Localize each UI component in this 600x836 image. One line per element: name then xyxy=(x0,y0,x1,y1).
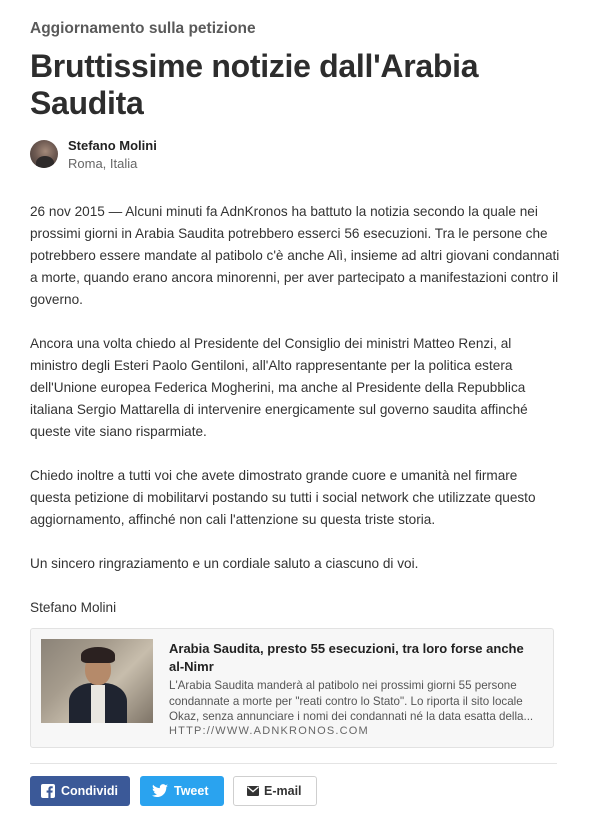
link-preview-description: L'Arabia Saudita manderà al patibolo nei prossimi giorni 55 persone condannate a morte per "reati contro lo Stato". Lo riporta il sito locale Okaz, senza annunciare i nomi dei condannati né la data esatta della... xyxy=(169,679,534,723)
link-preview-card[interactable] xyxy=(30,628,554,748)
facebook-icon xyxy=(41,784,55,798)
tweet-label: Tweet xyxy=(174,784,209,798)
body-signature: Stefano Molini xyxy=(30,600,117,615)
page-title: Bruttissime notizie dall'Arabia Saudita xyxy=(30,48,479,121)
email-share-button[interactable] xyxy=(233,776,317,806)
link-preview-title[interactable]: Arabia Saudita, presto 55 esecuzioni, tra loro forse anche al-Nimr xyxy=(169,641,524,674)
link-preview-url[interactable]: HTTP://WWW.ADNKRONOS.COM xyxy=(169,725,369,737)
body-paragraph: Chiedo inoltre a tutti voi che avete dimostrato grande cuore e umanità nel firmare questa petizione di mobilitarvi postando su tutti i social network che utilizzate questo aggiornamento, affinché non cali l'attenzione su questa triste storia. xyxy=(30,468,536,527)
facebook-share-button[interactable] xyxy=(30,776,130,806)
avatar[interactable] xyxy=(30,140,58,168)
body-paragraph: Un sincero ringraziamento e un cordiale saluto a ciascuno di voi. xyxy=(30,556,419,571)
body-paragraph: 26 nov 2015 — Alcuni minuti fa AdnKronos ha battuto la notizia secondo la quale nei prossimi giorni in Arabia Saudita potrebbero esserci 56 esecuzioni. Tra le persone che potrebbero essere mandate al patibolo c'è anche Alì, insieme ad altri giovani condannati a morte, quando erano ancora minorenni, per aver partecipato a manifestazioni contro il governo. xyxy=(30,204,560,307)
author-location: Roma, Italia xyxy=(68,156,138,171)
facebook-share-label: Condividi xyxy=(61,784,118,798)
author-name[interactable]: Stefano Molini xyxy=(68,138,157,153)
email-share-label: E-mail xyxy=(264,784,302,798)
author-block xyxy=(30,137,430,175)
tweet-button[interactable] xyxy=(140,776,224,806)
envelope-icon xyxy=(247,786,259,796)
update-body xyxy=(30,201,560,641)
twitter-bird-icon xyxy=(152,784,168,798)
update-kicker: Aggiornamento sulla petizione xyxy=(30,20,256,37)
body-paragraph: Ancora una volta chiedo al Presidente del Consiglio dei ministri Matteo Renzi, al ministro degli Esteri Paolo Gentiloni, all'Alto rappresentante per la politica estera dell'Unione europea Federica Mogherini, ma anche al Presidente della Repubblica italiana Sergio Mattarella di intervenire energicamente sul governo saudita affinché queste vite siano risparmiate. xyxy=(30,336,528,439)
divider xyxy=(30,763,557,764)
link-preview-thumbnail[interactable] xyxy=(41,639,153,723)
